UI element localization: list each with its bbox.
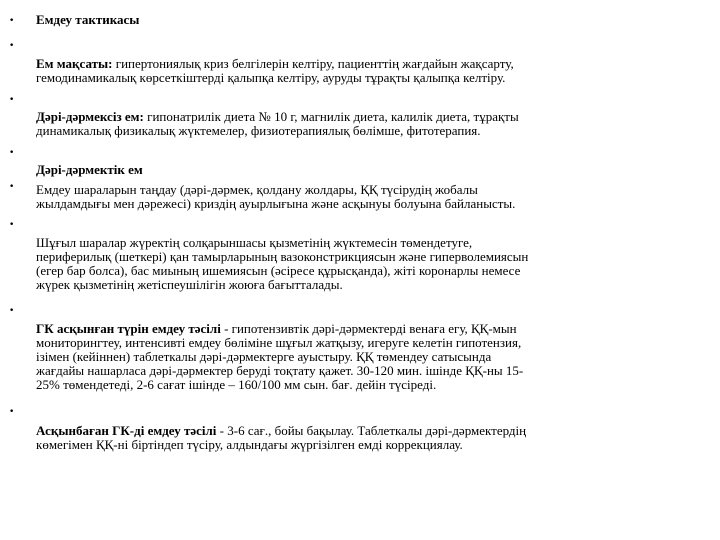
bullet-5: • — [9, 182, 15, 192]
line — [36, 364, 706, 378]
text-run: Емдеу шараларын таңдау (дәрі-дәрмек, қолдану жолдары, ҚҚ түсірудің жобалы — [36, 182, 478, 197]
paragraph-complicated-crisis — [36, 322, 706, 392]
text-run: жүрек қызметінің жетіспеушілігін жоюға бағытталады. — [36, 277, 343, 292]
paragraph-treatment-goal — [36, 57, 706, 85]
line — [36, 197, 706, 211]
text-run: мониторингтеу, интенсивті емдеу бөліміне шұғыл жатқызу, игеруге келетін гипотензия, — [36, 335, 522, 350]
line — [36, 57, 706, 71]
text-run: Ем мақсаты: — [36, 56, 113, 71]
bullet-8: • — [9, 407, 15, 417]
paragraph-non-drug-treatment — [36, 110, 706, 138]
bullet-1: • — [9, 16, 15, 26]
text-run: ГК асқынған түрін емдеу тәсілі — [36, 321, 221, 336]
text-run: (егер бар болса), бас миының ишемиясын (әсіресе құрысқанда), жіті коронарлы немесе — [36, 263, 521, 278]
line — [36, 110, 706, 124]
line — [36, 336, 706, 350]
line — [36, 163, 706, 177]
bullet-4: • — [9, 148, 15, 158]
line — [36, 13, 706, 27]
text-run: Асқынбаған ГК-ді емдеу тәсілі — [36, 423, 217, 438]
text-run: 25% төмендетеді, 2-6 сағат ішінде – 160/100 мм сын. бағ. дейін түсіреді. — [36, 377, 437, 392]
text-run: гипертониялық криз белгілерін келтіру, пациенттің жағдайын жақсарту, — [112, 56, 514, 71]
text-run: Емдеу тактикасы — [36, 12, 140, 27]
text-run: Дәрі-дәрмектік ем — [36, 162, 143, 177]
line — [36, 264, 706, 278]
text-run: гемодинамикалық көрсеткіштерді қалыпқа келтіру, ауруды тұрақты қалыпқа келтіру. — [36, 70, 506, 85]
line — [36, 438, 706, 452]
line — [36, 183, 706, 197]
text-run: жылдамдығы мен дәрежесі) криздің ауырлығына және асқынуы болуына байланысты. — [36, 196, 516, 211]
paragraph-urgent-measures — [36, 236, 706, 292]
line — [36, 350, 706, 364]
line — [36, 124, 706, 138]
text-run: гипонатрилік диета № 10 г, магнилік диета, калилік диета, тұрақты — [143, 109, 519, 124]
bullet-6: • — [9, 220, 15, 230]
text-run: жағдайы нашарласа дәрі-дәрмектер беруді тоқтату қажет. 30-120 мин. ішінде ҚҚ-ны 15- — [36, 363, 524, 378]
line — [36, 378, 706, 392]
text-run: ізімен (кейіннен) таблеткалы дәрі-дәрмектерге ауыстыру. ҚҚ төмендеу сатысында — [36, 349, 492, 364]
line — [36, 236, 706, 250]
line — [36, 250, 706, 264]
text-run: Шұғыл шаралар жүректің солқарыншасы қызметінің жүктемесін төмендетуге, — [36, 235, 473, 250]
heading-drug-treatment — [36, 163, 706, 177]
text-run: периферилық (шеткері) қан тамырларының вазоконстрикциясын және гиперволемиясын — [36, 249, 529, 264]
text-run: көмегімен ҚҚ-ні біртіндеп түсіру, алдындағы жүргізілген емді коррекциялау. — [36, 437, 463, 452]
text-run: - 3-6 сағ., бойы бақылау. Таблеткалы дәрі-дәрмектердің — [216, 423, 527, 438]
paragraph-uncomplicated-crisis — [36, 424, 706, 452]
bullet-3: • — [9, 95, 15, 105]
text-run: Дәрі-дәрмексіз ем: — [36, 109, 144, 124]
bullet-7: • — [9, 306, 15, 316]
text-run: - гипотензивтік дәрі-дәрмектерді венаға егу, ҚҚ-мын — [220, 321, 517, 336]
line — [36, 322, 706, 336]
bullet-2: • — [9, 41, 15, 51]
heading-treatment-tactics — [36, 13, 706, 27]
line — [36, 278, 706, 292]
line — [36, 71, 706, 85]
paragraph-choice-of-measures — [36, 183, 706, 211]
text-run: динамикалық физикалық жүктемелер, физиотерапиялық бөлімше, фитотерапия. — [36, 123, 481, 138]
line — [36, 424, 706, 438]
